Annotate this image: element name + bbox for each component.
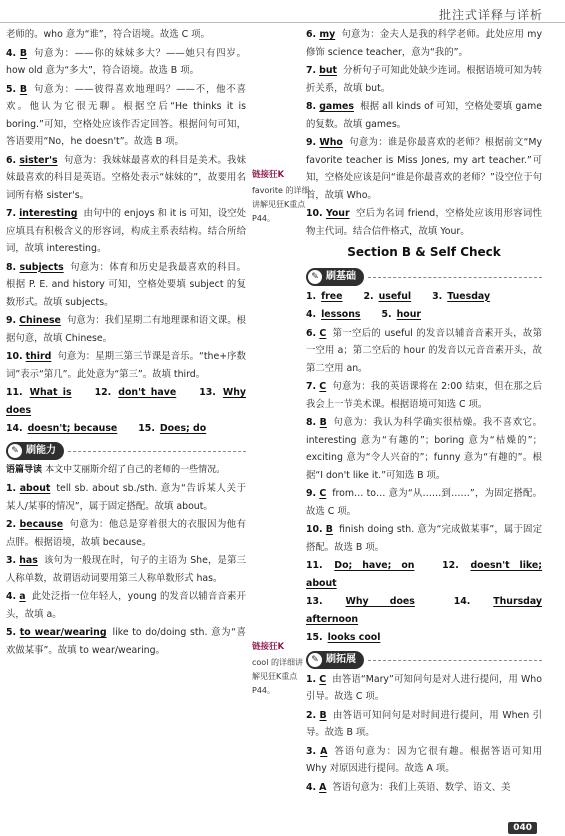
explanation-text: 第一空后的 useful 的发音以辅音音素开头，故第一空用 a；第二空后的 hour 的发音以元音音素开头，故第二空用 an。 <box>306 327 542 374</box>
item-answer: Chinese <box>19 315 61 326</box>
item-answer: my <box>319 29 336 40</box>
item-number: 4. <box>6 47 17 59</box>
explanation-text: 句意为：我的英语课将在 2:00 结束，但在那之后我会上一节美术课。根据语境可知选 C 项。 <box>306 381 542 410</box>
answer-item <box>6 259 246 312</box>
item-answer: but <box>319 65 338 76</box>
item-answer: third <box>25 351 52 362</box>
item-answer: C <box>319 488 327 499</box>
item-number: 11. <box>306 560 323 571</box>
answer-row <box>6 384 246 419</box>
item-number: 2. <box>363 290 374 302</box>
item-number: 5. <box>381 309 392 320</box>
item-answer: Do; have; on <box>334 560 415 571</box>
item-number: 5. <box>6 627 17 638</box>
answer-item <box>306 325 542 378</box>
answer-row <box>6 420 246 438</box>
answer-item <box>306 378 542 413</box>
answer-item <box>306 779 542 797</box>
item-answer: Does; do <box>159 423 207 434</box>
item-number: 15. <box>138 423 155 434</box>
explanation-text: 答语句意为：因为它很有趣。根据答语可知用 Why 对原因进行提问。故选 A 项。 <box>306 745 542 774</box>
answer-row <box>306 557 542 592</box>
explanation-text: 句意为：——彼得喜欢地理吗？——不，他不喜欢。他认为它很无聊。根据空后“He thinks it is boring.”可知，空格处应该作否定回答。根据问句可知，答语要用“No，he doesn't”。故选 B 项。 <box>6 83 246 147</box>
item-answer: useful <box>378 290 412 302</box>
explanation-text: 句意为：我认为科学确实很枯燥。我不喜欢它。interesting 意为“有趣的”；boring 意为“枯燥的”；exciting 意为“令人兴奋的”；funny 意为“有趣的”。根据“I don't like it.”可知选 B 项。 <box>306 417 542 481</box>
item-answer: C <box>319 327 327 339</box>
guide-text: 本文中艾丽斯介绍了自己的老师的一些情况。 <box>45 464 226 475</box>
item-number: 4. <box>306 781 317 793</box>
item-number: 6. <box>6 154 17 166</box>
note-tag: 链接狂K <box>252 642 285 652</box>
item-number: 6. <box>306 29 317 40</box>
answer-item <box>6 588 246 623</box>
answer-item <box>6 45 246 80</box>
item-number: 11. <box>6 387 23 398</box>
item-number: 13. <box>306 596 323 607</box>
item-answer: doesn't; because <box>27 423 118 434</box>
item-answer: A <box>320 745 328 757</box>
item-number: 7. <box>306 65 317 76</box>
explanation-text: 分析句子可知此处缺少连词。根据语境可知为转折关系，故填 but。 <box>306 65 542 94</box>
answer-item <box>6 152 246 205</box>
item-answer: has <box>19 555 38 566</box>
answer-item <box>6 624 246 659</box>
section-badge <box>306 651 364 669</box>
item-number: 3. <box>306 745 317 757</box>
left-column <box>6 26 246 660</box>
item-number: 14. <box>453 596 471 607</box>
item-answer: B <box>19 83 28 95</box>
section-badge-row <box>306 265 542 288</box>
item-number: 13. <box>199 387 216 398</box>
item-number: 1. <box>6 483 17 494</box>
item-number: 10. <box>306 524 323 535</box>
explanation-text: 句意为：——你的妹妹多大？——她只有四岁。how old 意为“多大”，符合语境。故选 B 项。 <box>6 47 246 76</box>
section-badge-row <box>6 439 246 462</box>
answer-row <box>306 288 542 306</box>
item-number: 2. <box>6 519 17 530</box>
answer-item <box>306 707 542 742</box>
answer-item <box>306 26 542 61</box>
item-number: 4. <box>306 309 317 320</box>
answer-item <box>6 81 246 151</box>
answer-item <box>306 521 542 556</box>
item-answer: Why does <box>6 387 247 416</box>
section-badge-row <box>306 648 542 671</box>
item-answer: because <box>19 519 64 530</box>
item-answer: about <box>19 483 51 494</box>
answer-item <box>306 671 542 706</box>
item-answer: Thursday afternoon <box>306 596 543 625</box>
section-badge <box>6 442 64 460</box>
item-number: 10. <box>306 208 323 219</box>
explanation-text: 句意为：金夫人是我的科学老师。此处应用 my 修饰 science teacher，意为“我的”。 <box>306 29 542 58</box>
badge-label: 刷基础 <box>326 270 356 282</box>
answer-item <box>306 485 542 520</box>
item-answer: B <box>325 524 333 535</box>
item-answer: Who <box>319 137 343 148</box>
item-answer: Tuesday <box>447 290 491 302</box>
item-answer: interesting <box>19 208 78 219</box>
item-answer: What is <box>29 387 72 398</box>
item-answer: doesn't like; about <box>306 560 543 589</box>
explanation-text: 句意为：我们星期二有地理课和语文课。根据句意，故填 Chinese。 <box>6 315 246 344</box>
answer-item <box>306 98 542 133</box>
item-number: 6. <box>306 327 317 339</box>
explanation-text: 句意为：我妹妹最喜欢的科目是美术。我妹妹最喜欢的科目是英语。空格处表示“妹妹的”，故要用名词所有格 sister's。 <box>6 154 246 201</box>
item-answer: subjects <box>19 261 64 273</box>
item-answer: sister's <box>19 154 58 166</box>
explanation-text: 该句为一般现在时，句子的主语为 She，是第三人称单数，故谓语动词要用第三人称单数形式 has。 <box>6 555 246 584</box>
section-badge <box>306 268 364 286</box>
explanation-text: like to do/doing sth. 意为“喜欢做某事”。故填 to wear/wearing。 <box>6 627 247 656</box>
header-divider <box>0 22 565 23</box>
item-number: 12. <box>94 387 112 398</box>
explanation-text: 句意为：谁是你最喜欢的老师？根据前文“My favorite teacher is Miss Jones, my art teacher.”可知，空格处应该是问“谁是你最喜欢的老师？”设空位于句首，故填 Who。 <box>306 137 542 201</box>
item-number: 2. <box>306 709 317 721</box>
item-number: 1. <box>306 673 317 685</box>
item-number: 7. <box>306 381 317 392</box>
side-note <box>252 168 310 226</box>
answer-item <box>306 205 542 240</box>
explanation-text: tell sb. about sb./sth. 意为“告诉某人关于某人/某事的情况”，属于固定搭配。故填 about。 <box>6 483 246 512</box>
answer-item <box>6 205 246 258</box>
badge-label: 刷能力 <box>26 444 56 456</box>
right-column <box>306 26 542 797</box>
note-text: cool 的详细讲解见狂K重点 P44。 <box>252 658 303 695</box>
explanation-text: 老师的。who 意为“谁”，符合语境。故选 C 项。 <box>6 29 210 40</box>
page-number: 040 <box>508 822 537 834</box>
answer-item <box>6 552 246 587</box>
answer-row <box>306 629 542 647</box>
item-number: 3. <box>432 290 443 302</box>
explanation-text: 由句中的 enjoys 和 it is 可知，设空处应填具有积极含义的形容词，构成主系表结构。结合所给词，故填 interesting。 <box>6 208 246 254</box>
item-number: 9. <box>306 137 317 148</box>
pen-icon: ✎ <box>308 653 322 667</box>
answer-item <box>306 414 542 484</box>
answer-item <box>306 743 542 778</box>
item-answer: free <box>321 290 343 302</box>
explanation-text: 空后为名词 friend，空格处应该用形容词性物主代词。结合信件格式，故填 Your。 <box>306 208 543 237</box>
note-text: favorite 的详细讲解见狂K重点 P44。 <box>252 186 310 223</box>
item-number: 14. <box>6 423 23 434</box>
item-answer: C <box>319 673 327 685</box>
item-number: 3. <box>6 555 17 566</box>
item-number: 5. <box>6 83 17 95</box>
explanation-text: 句意为：星期三第三节课是音乐。“the+序数词”表示“第几”。此处意为“第三”。故填 third。 <box>6 351 246 380</box>
item-number: 8. <box>6 261 17 273</box>
answer-item <box>6 312 246 347</box>
item-answer: to wear/wearing <box>19 627 107 638</box>
item-number: 10. <box>6 351 23 362</box>
item-answer: Your <box>325 208 350 219</box>
explanation-text: 由答语可知问句是对时间进行提问，用 When 引导。故选 B 项。 <box>306 709 542 738</box>
page-header: 批注式详释与详析 <box>438 8 543 22</box>
item-number: 1. <box>306 290 317 302</box>
answer-item <box>6 516 246 551</box>
item-answer: B <box>319 417 327 428</box>
explanation-text: finish doing sth. 意为“完成做某事”，属于固定搭配。故选 B 项。 <box>306 524 542 553</box>
item-answer: lessons <box>321 309 361 320</box>
guide-label: 语篇导读 <box>6 464 43 475</box>
pen-icon: ✎ <box>308 270 322 284</box>
item-answer: games <box>319 101 354 112</box>
item-number: 8. <box>306 101 317 112</box>
item-number: 8. <box>306 417 317 428</box>
explanation-text: from… to… 意为“从……到……”，为固定搭配。故选 C 项。 <box>306 488 542 517</box>
item-number: 9. <box>6 315 17 326</box>
pen-icon: ✎ <box>8 444 22 458</box>
item-number: 4. <box>6 591 17 602</box>
side-note <box>252 640 310 698</box>
badge-label: 刷拓展 <box>326 653 356 665</box>
item-answer: don't have <box>118 387 177 398</box>
note-tag: 链接狂K <box>252 170 285 180</box>
dashed-divider <box>368 277 542 278</box>
item-answer: looks cool <box>327 632 381 643</box>
item-answer: a <box>19 591 26 602</box>
item-answer: B <box>19 47 28 59</box>
explanation-text: 由答语“Mary”可知问句是对人进行提问，用 Who 引导。故选 C 项。 <box>306 673 542 702</box>
item-number: 15. <box>306 632 323 643</box>
answer-item <box>6 26 246 44</box>
explanation-text: 答语句意为：我们上英语、数学、语文、美 <box>332 781 511 793</box>
reading-guide <box>6 462 246 480</box>
explanation-text: 根据 all kinds of 可知，空格处要填 game 的复数。故填 games。 <box>306 101 542 130</box>
item-number: 7. <box>6 208 17 219</box>
explanation-text: 此处泛指一位年轻人，young 的发音以辅音音素开头，故填 a。 <box>6 591 247 620</box>
item-answer: A <box>319 781 327 793</box>
explanation-text: 句意为：体育和历史是我最喜欢的科目。根据 P. E. and history 可知，空格处要填 subject 的复数形式。故填 subjects。 <box>6 261 246 308</box>
answer-item <box>306 134 542 204</box>
section-title: Section B & Self Check <box>347 245 501 259</box>
answer-row <box>306 306 542 324</box>
item-answer: Why does <box>345 596 415 607</box>
item-answer: hour <box>396 309 421 320</box>
item-answer: B <box>319 709 327 721</box>
dashed-divider <box>68 451 246 452</box>
answer-item <box>6 480 246 515</box>
explanation-text: 句意为：他总是穿着很大的衣服因为他有点胖。根据语境，故填 because。 <box>6 519 246 548</box>
item-answer: C <box>319 381 327 392</box>
answer-item <box>306 62 542 97</box>
item-number: 9. <box>306 488 317 499</box>
answer-item <box>6 348 246 383</box>
answer-row <box>306 593 542 628</box>
item-number: 12. <box>442 560 459 571</box>
dashed-divider <box>368 660 542 661</box>
